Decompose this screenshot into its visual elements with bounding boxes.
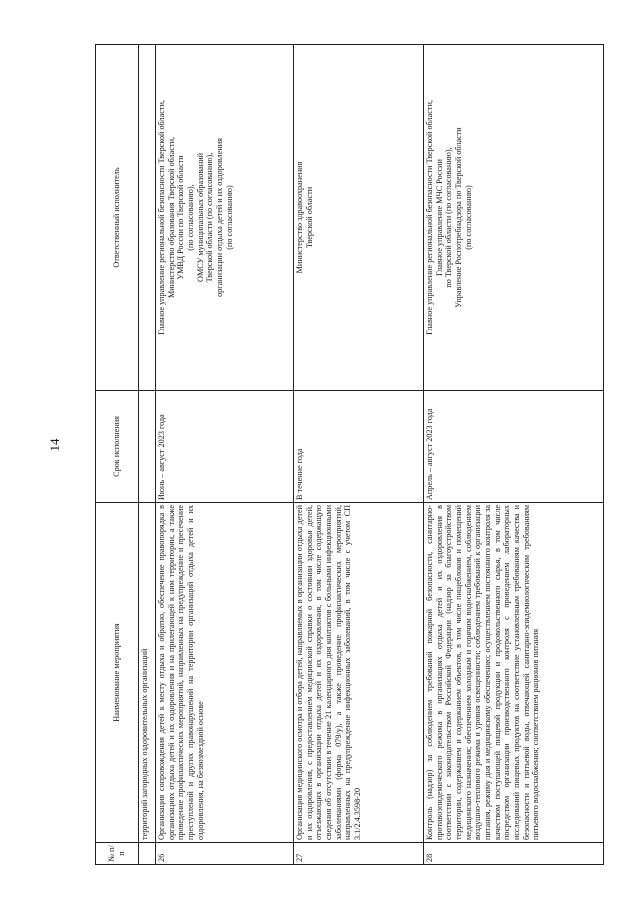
table-subheader-row [139, 45, 156, 865]
row-description: Контроль (надзор) за соблюдением требований пожарной безопасности, санитарно-противоэпидемического режима в организациях отдыха детей и их оздоровления в соответствии с законодательством Российской Федерации (надзор за благоустройством территории, содержанием и содержанием объектов, в том числе пищеблоков и помещений медицинского назначения; обеспечением холодным и горячим водоснабжением, соблюдением воздушно-теплового режима и уровня освещенности; соблюдением требований к организации питания, режиму дня и медицинскому обеспечению; осуществлением постоянного контроля за качеством поступающей пищевой продукции и продовольственного сырья, в том числе посредством организации производственного контроля с проведением лабораторных исследований пищевых продуктов на соответствие установленным требованиям качества и безопасности и питьевой воды, отвечающей санитарно-эпидемиологическим требованиям питьевого водоснабжения; соответствием рационов питания [424, 503, 604, 843]
subheader-text: территорий загородных оздоровительных организаций [139, 503, 156, 843]
empty-cell [139, 45, 156, 391]
row-description: Организация медицинского осмотра и отбора детей, направляемых в организации отдыха детей и их оздоровления, с предоставлением медицинской справки о состоянии здоровья детей, отъезжающих в организации отдыха детей и их оздоровления, в том числе содержащую сведения об отсутствии в течение 21 календарного дня контактов с больными инфекционными заболеваниями (форма 079/у), а также проведение профилактических мероприятий, направленных на предупреждение инфекционных заболеваний, в том числе с учетом СП 3.1/2.4.3598-20 [294, 503, 424, 843]
empty-cell [139, 391, 156, 503]
row-executor [424, 45, 604, 391]
row-term: Апрель – август 2023 года [424, 391, 604, 503]
executor-line: Главное управление региональной безопасности Тверской области, [157, 100, 166, 335]
row-term: В течение года [294, 391, 424, 503]
empty-cell [139, 843, 156, 865]
executor-line: (по согласованию) [224, 185, 234, 250]
header-num: № п/п [96, 843, 139, 865]
header-measure: Наименование мероприятия [96, 503, 139, 843]
executor-line: (по согласованию) [463, 185, 473, 250]
executor-line: Министерство здравоохранения [295, 161, 304, 274]
executor-line: Тверской области [304, 186, 314, 249]
executor-line: УМВД России по Тверской области [176, 155, 186, 280]
executor-line: по Тверской области (по согласованию), [444, 147, 454, 288]
row-number: 28 [424, 843, 604, 865]
executor-line: организации отдыха детей и их оздоровления [215, 138, 225, 297]
executor-line: Тверской области (по согласованию), [205, 152, 215, 283]
executor-line: ОМСУ муниципальных образований [195, 153, 205, 282]
row-executor [294, 45, 424, 391]
executor-line: (по согласованию), [186, 184, 196, 251]
row-number: 27 [294, 843, 424, 865]
row-number: 26 [156, 843, 294, 865]
table-row [156, 45, 294, 865]
measures-table [95, 44, 604, 865]
row-term: Июнь – август 2023 года [156, 391, 294, 503]
row-description: Организация сопровождения детей к месту отдыха и обратно, обеспечение правопорядка в организациях отдыха детей и их оздоровления и на прилегающей к ним территории, а также проведение профилактических мероприятий, направленных на предупреждение и пресечение преступлений и других правонарушений на территории организаций отдыха детей и их оздоровления, на безвозмездной основе [156, 503, 294, 843]
header-term: Срок исполнения [96, 391, 139, 503]
table-row [424, 45, 604, 865]
row-executor [156, 45, 294, 391]
rotated-page-content [95, 45, 593, 865]
table-row [294, 45, 424, 865]
table-header-row [96, 45, 139, 865]
executor-line: Управление Роспотребнадзора по Тверской области [454, 127, 464, 308]
page-number: 14 [47, 438, 62, 452]
executor-line: Министерство образования Тверской области, [166, 136, 176, 299]
executor-line: Главное управление региональной безопасности Тверской области, [425, 100, 434, 335]
executor-line: Главное управление МЧС России [434, 159, 444, 276]
header-executor: Ответственный исполнитель [96, 45, 139, 391]
